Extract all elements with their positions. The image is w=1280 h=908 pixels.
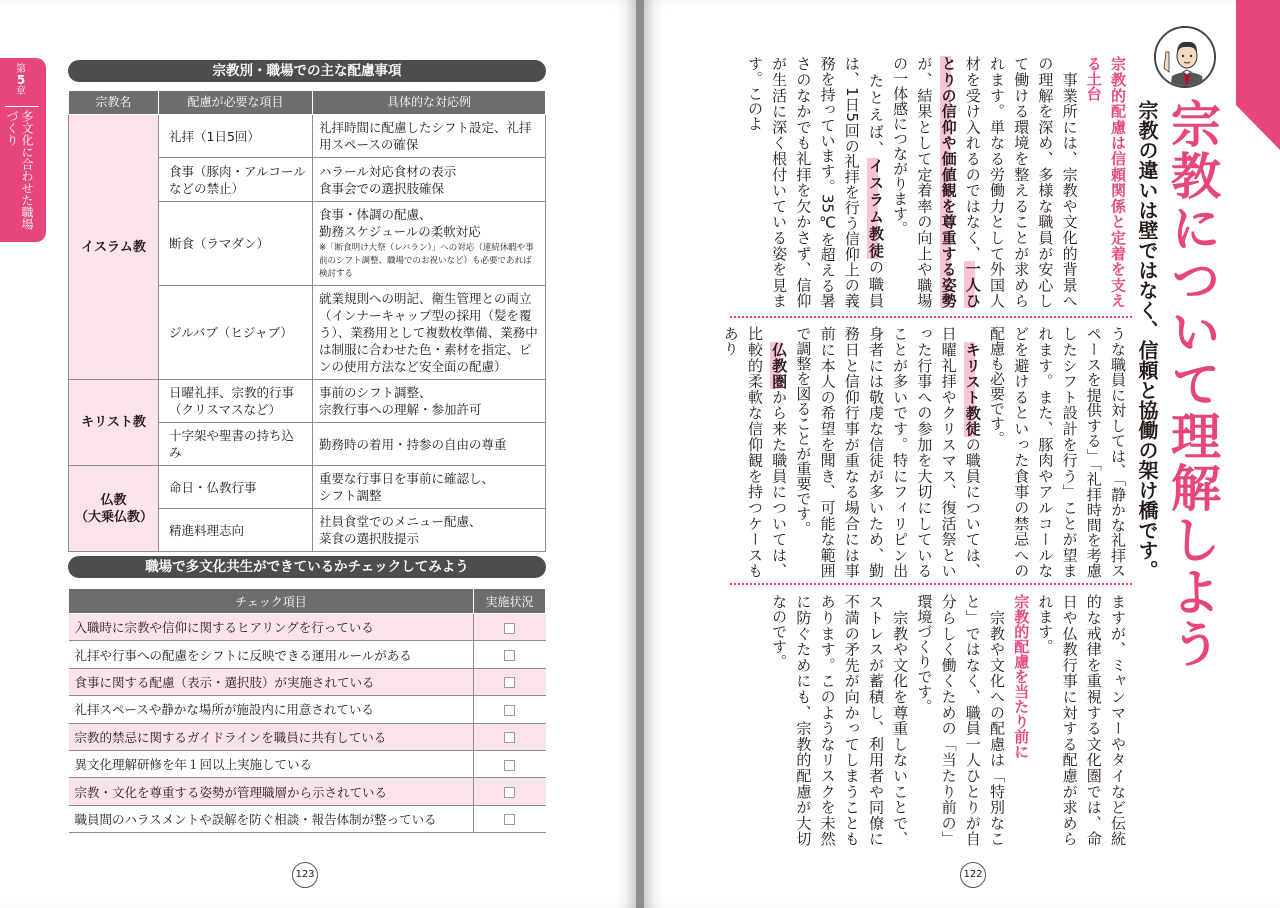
check-item-label: 礼拝スペースや静かな場所が施設内に用意されている [69,696,474,723]
checklist-row [69,750,546,777]
check-item-label: 宗教的禁忌に関するガイドラインを職員に共有している [69,723,474,750]
table-religion-header: 宗教別・職場での主な配慮事項 [68,60,546,82]
religion-name-buddhism: 仏教 （大乗仏教） [69,466,159,552]
status-cell [474,723,546,750]
paragraph [719,326,792,578]
section-heading: 宗教的配慮を当たり前に [1012,594,1031,759]
checkbox[interactable] [504,623,515,634]
paragraph-text: から来た職員については、比較的柔軟な信仰観を持つケースもあり [721,326,789,579]
paragraph-text: たとえば、 [866,72,885,158]
paragraph [767,594,912,846]
paragraph-text: の職員は、1日5回の礼拝を行う信仰上の義務を持っています。35℃を超える暑さのなかでも礼拝を欠かさず、信仰が生活に深く根付いている姿を見ます。このよ [745,56,885,309]
checkbox[interactable] [504,732,515,743]
text-column-1 [730,56,1130,308]
response-note: ※「断食明け大祭（レバラン）」への対応（連続休暇や事前のシフト調整、職場でのお祝いなど）も必要であれば検討する [319,243,534,279]
response-example: 就業規則への明記、衛生管理との両立（インナーキャップ型の採用（髪を覆う）、業務用として複数枚準備、業務中は制服に合わせた色・素材を指定、ピンの使用方法など安全面の配慮） [313,286,546,380]
response-example: 社員食堂でのメニュー配慮、 菜食の選択肢提示 [313,509,546,552]
column-header-status: 実施状況 [474,589,546,614]
response-example: ハラール対応食材の表示 食事会での選択肢確保 [313,158,546,202]
chapter-divider [5,106,39,107]
page-title: 宗教について理解しよう [1163,98,1221,670]
highlight-text: イスラム教徒 [866,157,885,260]
page-number: 122 [960,862,986,888]
highlight-text: 仏教圏 [770,341,789,390]
consideration-item: ジルバブ（ヒジャブ） [159,286,313,380]
consideration-item: 十字架や聖書の持ち込み [159,423,313,466]
page-number: 123 [292,862,318,888]
consideration-item: 断食（ラマダン） [159,202,313,286]
paragraph-text: 事業所には、宗教や文化的背景への理解を深め、多様な職員が安心して働ける環境を整えることが求められます。単なる労働力として外国人材を受け入れるのではなく、 [963,56,1079,309]
column-divider [730,316,1132,318]
checkbox[interactable] [504,814,515,825]
consideration-item: 礼拝（1日5回） [159,115,313,158]
response-example: 勤務時の着用・持参の自由の尊重 [313,423,546,466]
checklist-table [68,588,546,833]
response-example: 食事・体調の配慮、 勤務スケジュールの柔軟対応 [319,207,481,239]
checkbox[interactable] [504,787,515,798]
checkbox[interactable] [504,760,515,771]
status-cell [474,805,546,832]
book-gutter [636,0,644,908]
chapter-title: 多文化に合わせた職場づくり [5,110,34,230]
column-header-religion: 宗教名 [69,91,159,115]
paragraph-text: 宗教や文化への配慮は「特別なこと」ではなく、職員一人ひとりが自分らしく働くための「当たり前の」環境づくりです。 [915,594,1006,847]
response-example-cell [313,202,546,286]
checkbox[interactable] [504,650,515,661]
column-header-example: 具体的な対応例 [313,91,546,115]
highlight-text: 一人ひとりの信仰や価値観を尊重する姿勢 [939,56,982,309]
status-cell [474,641,546,668]
paragraph: うな職員に対しては、「静かな礼拝スペースを提供する」「礼拝時間を考慮したシフト設計を行う」ことが望まれます。また、豚肉やアルコールなどを避けるといった食事の禁忌への配慮も必要です。 [987,326,1127,578]
left-page [0,0,636,908]
status-cell [474,668,546,695]
check-item-label: 入職時に宗教や信仰に関するヒアリングを行っている [69,614,474,641]
check-item-label: 食事に関する配慮（表示・選択肢）が実施されている [69,668,474,695]
paragraph-text: の職員については、日曜礼拝やクリスマス、復活祭といった行事への参加を大切にしていることが多いです。特にフィリピン出身者には敬虔な信徒が多いため、勤務日と信仰行事が重なる場合には事前に本人の希望を聞き、可能な範囲で調整を図ることが重要です。 [794,326,982,579]
paragraph-text: が、結果として定着率の向上や職場の一体感につながります。 [891,56,934,308]
religion-name-christian: キリスト教 [69,380,159,466]
paragraph [791,326,985,578]
column-divider [730,583,1132,585]
consideration-item: 精進料理志向 [159,509,313,552]
status-cell [474,696,546,723]
corner-tab [1236,0,1280,150]
text-column-3 [730,594,1130,846]
right-page [644,0,1280,908]
paragraph-text: 宗教や文化を尊重しないことで、ストレスが蓄積し、利用者や同僚に不満の矛先が向かってしまうこともあります。このようなリスクを未然に防ぐためにも、宗教的配慮が大切なのです。 [770,594,910,847]
column-header-item: 配慮が必要な項目 [159,91,313,115]
checkbox[interactable] [504,705,515,716]
consideration-item: 日曜礼拝、宗教的行事 （クリスマスなど） [159,380,313,423]
response-example: 礼拝時間に配慮したシフト設定、礼拝用スペースの確保 [313,115,546,158]
checklist-row [69,723,546,750]
paragraph [888,56,1082,308]
table-row [69,380,546,423]
religion-table [68,90,546,552]
paragraph: ますが、ミャンマーやタイなど伝統的な戒律を重視する文化圏では、命日や仏教行事に対する配慮が求められます。 [1036,594,1127,846]
checklist-row [69,668,546,695]
column-header-check-item: チェック項目 [69,589,474,614]
text-column-2 [721,326,1130,579]
chapter-tab[interactable] [0,58,46,242]
checkbox[interactable] [504,677,515,688]
paragraph [912,594,1009,846]
highlight-text: キリスト教徒 [963,341,982,437]
checklist-header: 職場で多文化共生ができているかチェックしてみよう [68,556,546,578]
page-subtitle: 宗教の違いは壁ではなく、信頼と協働の架け橋です。 [1135,100,1159,580]
check-item-label: 異文化理解研修を年１回以上実施している [69,750,474,777]
table-row [69,115,546,158]
check-item-label: 宗教・文化を尊重する姿勢が管理職層から示されている [69,778,474,805]
checklist-row [69,805,546,832]
response-example: 重要な行事日を事前に確認し、 シフト調整 [313,466,546,509]
checklist-row [69,614,546,641]
checklist-row [69,778,546,805]
chapter-number: 第 5 章 [16,64,26,97]
consideration-item: 食事（豚肉・アルコールなどの禁止） [159,158,313,202]
response-example: 事前のシフト調整、 宗教行事への理解・参加許可 [313,380,546,423]
status-cell [474,614,546,641]
checklist-row [69,696,546,723]
status-cell [474,750,546,777]
status-cell [474,778,546,805]
section-heading: 宗教的配慮は信頼関係と定着を支える土台 [1084,56,1127,308]
checklist-row [69,641,546,668]
businessman-illustration-icon [1154,26,1216,88]
paragraph [743,56,888,308]
religion-name-islam: イスラム教 [69,115,159,380]
check-item-label: 職員間のハラスメントや誤解を防ぐ相談・報告体制が整っている [69,805,474,832]
consideration-item: 命日・仏教行事 [159,466,313,509]
check-item-label: 礼拝や行事への配慮をシフトに反映できる運用ルールがある [69,641,474,668]
table-row [69,466,546,509]
